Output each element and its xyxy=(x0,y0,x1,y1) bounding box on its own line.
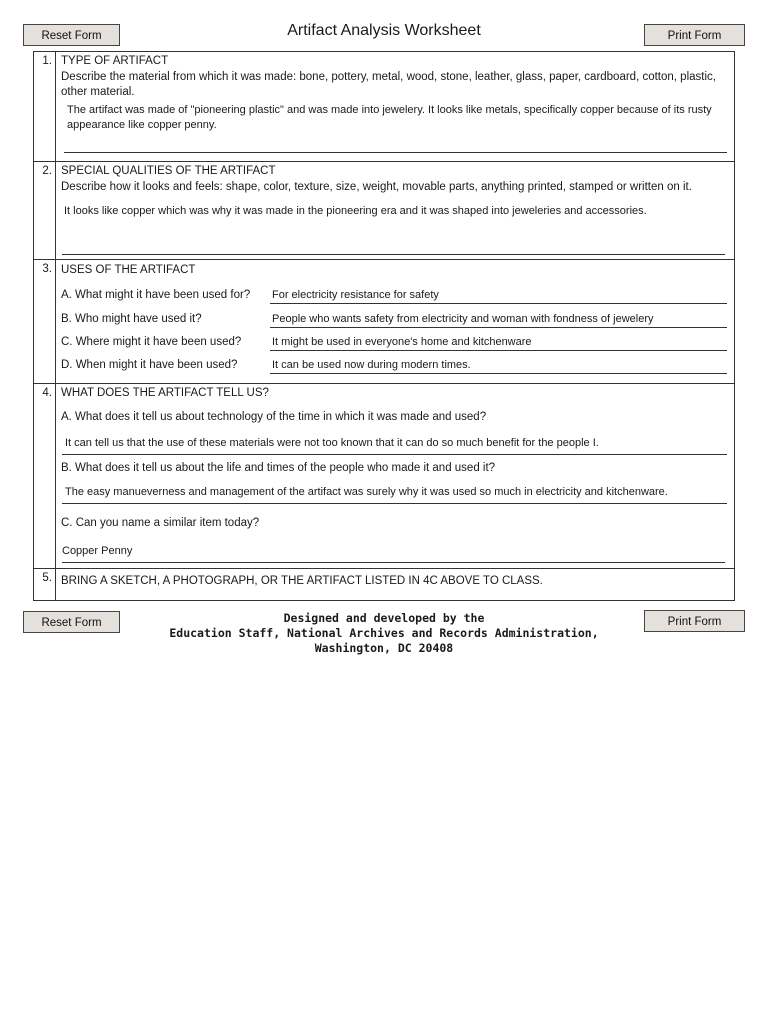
section-number: 2. xyxy=(34,162,56,259)
section-number: 3. xyxy=(34,260,56,383)
answer-field-qualities[interactable]: It looks like copper which was why it was made in the pioneering era and it was shaped into jeweleries and accessories. xyxy=(64,205,647,217)
question-similar-item: C. Can you name a similar item today? xyxy=(61,517,260,529)
reset-form-button-bottom[interactable]: Reset Form xyxy=(23,611,120,633)
footer-line-3: Washington, DC 20408 xyxy=(314,641,454,655)
worksheet-form xyxy=(33,51,735,601)
answer-underline xyxy=(62,254,725,255)
section-description: Describe how it looks and feels: shape, color, texture, size, weight, movable parts, anything printed, stamped or written on it. xyxy=(61,181,692,193)
section-number: 4. xyxy=(34,384,56,568)
question-when-used: D. When might it have been used? xyxy=(61,359,238,371)
footer-line-1: Designed and developed by the xyxy=(283,611,485,625)
question-life-and-times: B. What does it tell us about the life and times of the people who made it and used it? xyxy=(61,462,496,474)
answer-underline xyxy=(64,152,727,153)
section-type-of-artifact xyxy=(34,52,734,162)
answer-field-where-used[interactable]: It might be used in everyone's home and kitchenware xyxy=(272,336,532,348)
section-heading: BRING A SKETCH, A PHOTOGRAPH, OR THE ARTIFACT LISTED IN 4C ABOVE TO CLASS. xyxy=(61,575,543,587)
question-used-for: A. What might it have been used for? xyxy=(61,289,251,301)
section-heading: WHAT DOES THE ARTIFACT TELL US? xyxy=(61,387,269,399)
answer-field-life-and-times[interactable]: The easy manueverness and management of the artifact was surely why it was used so much in electricity and kitchenware. xyxy=(65,486,668,498)
section-bring-sketch xyxy=(34,569,734,600)
footer-credit xyxy=(0,611,768,656)
question-who-used: B. Who might have used it? xyxy=(61,313,202,325)
answer-underline xyxy=(62,503,727,504)
answer-underline xyxy=(270,373,727,374)
answer-field-technology[interactable]: It can tell us that the use of these materials were not too known that it can do so much benefit for the people I. xyxy=(65,437,599,449)
section-heading: USES OF THE ARTIFACT xyxy=(61,264,196,276)
section-what-artifact-tells xyxy=(34,384,734,569)
answer-underline xyxy=(62,454,727,455)
section-uses-of-artifact xyxy=(34,260,734,384)
footer-line-2: Education Staff, National Archives and Records Administration, xyxy=(169,626,599,640)
answer-field-material[interactable]: The artifact was made of "pioneering plastic" and was made into jewelery. It looks like metals, specifically copper because of its rusty appearance like copper penny. xyxy=(67,104,712,131)
section-description: Describe the material from which it was made: bone, pottery, metal, wood, stone, leather, glass, paper, cardboard, cotton, plastic, other material. xyxy=(61,71,716,98)
section-heading: TYPE OF ARTIFACT xyxy=(61,55,169,67)
section-number: 5. xyxy=(34,569,56,600)
answer-field-used-for[interactable]: For electricity resistance for safety xyxy=(272,289,439,301)
answer-field-who-used[interactable]: People who wants safety from electricity and woman with fondness of jewelery xyxy=(272,313,654,325)
answer-underline xyxy=(270,350,727,351)
answer-underline xyxy=(270,327,727,328)
answer-underline xyxy=(62,562,725,563)
section-number: 1. xyxy=(34,52,56,161)
section-special-qualities xyxy=(34,162,734,260)
question-technology: A. What does it tell us about technology of the time in which it was made and used? xyxy=(61,411,487,423)
answer-field-when-used[interactable]: It can be used now during modern times. xyxy=(272,359,471,371)
question-where-used: C. Where might it have been used? xyxy=(61,336,242,348)
print-form-button-top[interactable]: Print Form xyxy=(644,24,745,46)
answer-underline xyxy=(270,303,727,304)
print-form-button-bottom[interactable]: Print Form xyxy=(644,610,745,632)
answer-field-similar-item[interactable]: Copper Penny xyxy=(62,545,133,557)
section-heading: SPECIAL QUALITIES OF THE ARTIFACT xyxy=(61,165,276,177)
reset-form-button-top[interactable]: Reset Form xyxy=(23,24,120,46)
page-title: Artifact Analysis Worksheet xyxy=(287,22,481,39)
